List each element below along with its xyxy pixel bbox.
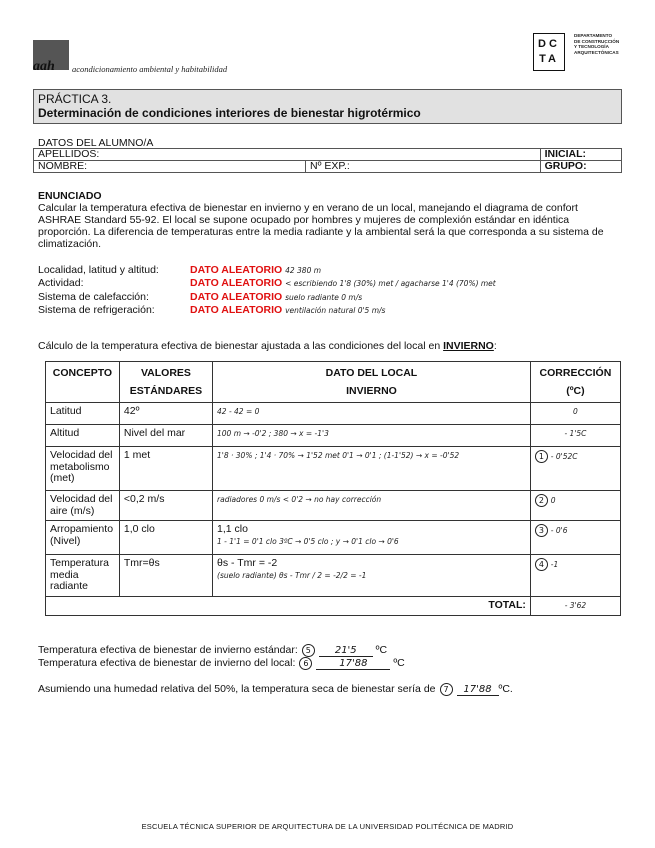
student-data-title: DATOS DEL ALUMNO/A: [38, 137, 154, 149]
nexp-field[interactable]: Nº EXP.:: [306, 161, 541, 173]
department-name: DEPARTAMENTO DE CONSTRUCCIÓN Y TECNOLOGÍA ARQUITECTÓNICAS: [574, 33, 620, 55]
table-row: Latitud 42º 42 - 42 = 0 0: [46, 403, 621, 425]
param-row: Actividad: DATO ALEATORIO < escribiendo 1'8 (30%) met / agacharse 1'4 (70%) met: [38, 277, 496, 290]
grupo-field[interactable]: GRUPO:: [540, 161, 621, 173]
result-standard: Temperatura efectiva de bienestar de invierno estándar: 5 21'5 ºC: [38, 644, 388, 656]
col-valores: VALORES ESTÁNDARES: [119, 362, 212, 403]
result-dry-temperature: Asumiendo una humedad relativa del 50%, la temperatura seca de bienestar sería de 7 17'88 ºC.: [38, 683, 513, 695]
table-row: Altitud Nivel del mar 100 m → -0'2 ; 380 → x = -1'3 - 1'5C: [46, 425, 621, 447]
nombre-field[interactable]: NOMBRE:: [34, 161, 306, 173]
practice-title: Determinación de condiciones interiores de bienestar higrotérmico: [38, 106, 421, 120]
result-local: Temperatura efectiva de bienestar de invierno del local: 6 17'88 ºC: [38, 657, 405, 669]
practice-number: PRÁCTICA 3.: [38, 92, 112, 106]
total-row: [46, 597, 621, 616]
apellidos-field[interactable]: APELLIDOS:: [34, 149, 541, 161]
calc-title: Cálculo de la temperatura efectiva de bienestar ajustada a las condiciones del local en INVIERNO:: [38, 340, 497, 352]
enunciado-text: Calcular la temperatura efectiva de bienestar en invierno y en verano de un local, manejando el diagrama de confort ASHRAE Standard 55-92. El local se supone ocupado por hombres y mujeres de complexión estándar en idéntica proporción. La diferencia de temperaturas entre la media radiante y la ambiental será la que corresponda a su sistema de climatización.: [38, 202, 604, 250]
total-label: TOTAL:: [46, 597, 531, 616]
col-correccion: CORRECCIÓN (ºC): [530, 362, 620, 403]
inicial-field[interactable]: INICIAL:: [540, 149, 621, 161]
col-concepto: CONCEPTO: [46, 362, 120, 403]
aah-logo-mark: aah: [33, 59, 55, 74]
col-dato: DATO DEL LOCAL INVIERNO: [213, 362, 531, 403]
footer: ESCUELA TÉCNICA SUPERIOR DE ARQUITECTURA DE LA UNIVERSIDAD POLITÉCNICA DE MADRID: [141, 822, 514, 831]
practice-header: [33, 89, 622, 124]
student-data-table: [33, 148, 622, 173]
random-params: [38, 264, 496, 317]
param-row: Sistema de calefacción: DATO ALEATORIO suelo radiante 0 m/s: [38, 290, 363, 303]
table-row: Arropamiento (Nivel) 1,0 clo 1,1 clo 1 - 1'1 = 0'1 clo 3ºC → 0'5 clo ; y → 0'1 clo → 0'6 3 - 0'6: [46, 521, 621, 555]
correction-table: [45, 361, 621, 616]
table-row: Velocidad del aire (m/s) <0,2 m/s radiadores 0 m/s < 0'2 → no hay corrección 2 0: [46, 491, 621, 521]
param-row: Localidad, latitud y altitud: DATO ALEATORIO 42 380 m: [38, 264, 322, 276]
dcta-logo: DC TA: [533, 33, 565, 71]
total-value: - 3'62: [564, 601, 587, 610]
table-row: Temperatura media radiante Tmr=θs θs - Tmr = -2 (suelo radiante) θs - Tmr / 2 = -2/2 = -1 4 -1: [46, 555, 621, 597]
param-row: Sistema de refrigeración: DATO ALEATORIO ventilación natural 0'5 m/s: [38, 303, 386, 316]
aah-logo-tagline: acondicionamiento ambiental y habitabilidad: [72, 64, 228, 74]
table-row: Velocidad del metabolismo (met) 1 met 1'8 · 30% ; 1'4 · 70% → 1'52 met 0'1 → 0'1 ; (1-1'52) → x = -0'52 1 - 0'52C: [46, 447, 621, 491]
enunciado-title: ENUNCIADO: [38, 190, 102, 202]
